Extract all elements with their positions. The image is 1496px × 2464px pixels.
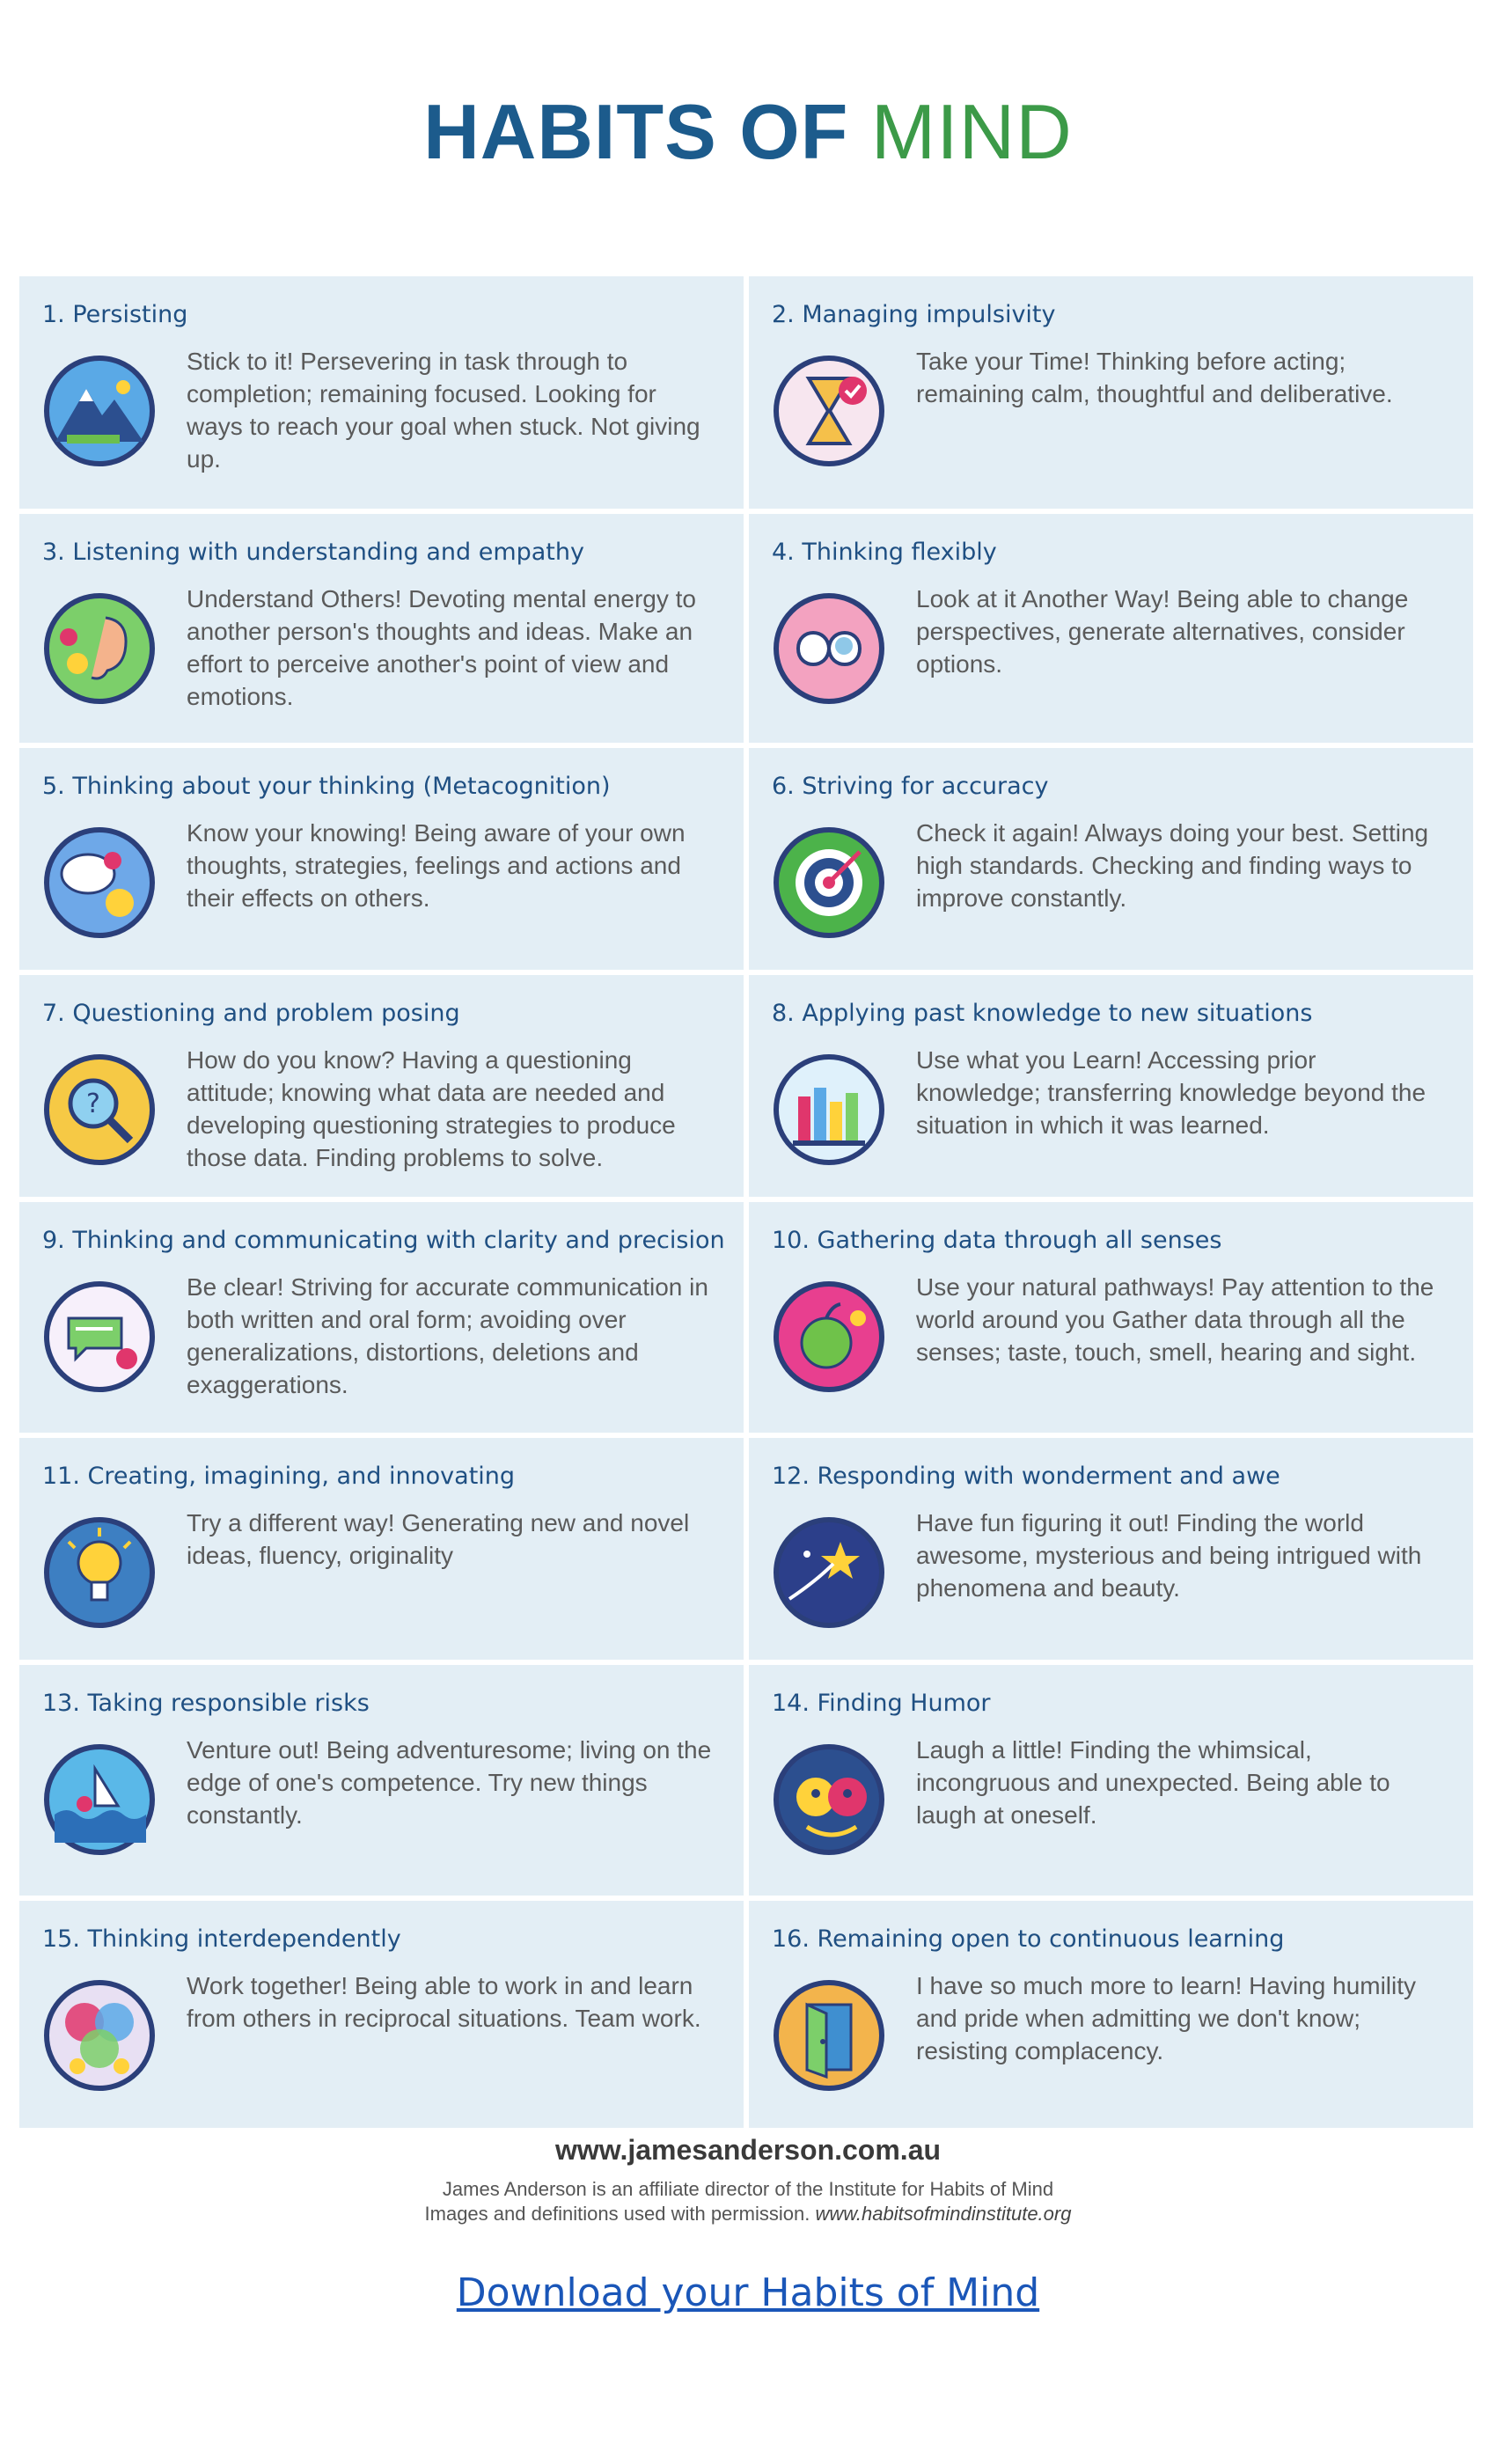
habit-card [749, 276, 1473, 509]
habit-card [19, 514, 744, 743]
infinity-icon [772, 591, 886, 706]
thought-bubble-icon [42, 825, 157, 940]
habit-card [19, 1665, 744, 1896]
speech-icon [42, 1280, 157, 1394]
habit-description: Be clear! Striving for accurate communication in both written and oral form; avoiding over generalizations, distortions, deletions and exaggerations. [187, 1273, 708, 1398]
habit-heading: 5. Thinking about your thinking (Metacognition) [42, 773, 611, 800]
habit-heading: 14. Finding Humor [772, 1690, 991, 1717]
habit-description: Use what you Learn! Accessing prior knowledge; transferring knowledge beyond the situation in which it was learned. [916, 1046, 1426, 1139]
ear-icon [42, 591, 157, 706]
habit-description: Have fun figuring it out! Finding the world awesome, mysterious and being intrigued with phenomena and beauty. [916, 1509, 1422, 1602]
habit-card [19, 1901, 744, 2128]
download-link[interactable]: Download your Habits of Mind [456, 2270, 1040, 2315]
shooting-star-icon [772, 1515, 886, 1630]
title-part-mind: MIND [870, 88, 1073, 175]
page-title [0, 88, 1496, 176]
habit-description: Laugh a little! Finding the whimsical, incongruous and unexpected. Being able to laugh at oneself. [916, 1736, 1390, 1829]
target-icon [772, 825, 886, 940]
habit-card [19, 975, 744, 1197]
habit-description: Venture out! Being adventuresome; living on the edge of one's competence. Try new things constantly. [187, 1736, 712, 1829]
habit-heading: 8. Applying past knowledge to new situations [772, 1000, 1313, 1027]
habit-card [19, 748, 744, 970]
habit-heading: 2. Managing impulsivity [772, 301, 1056, 328]
footer-institute-link: www.habitsofmindinstitute.org [815, 2203, 1072, 2225]
habit-card [19, 1202, 744, 1433]
footer-permission-note [0, 2203, 1496, 2226]
habit-heading: 1. Persisting [42, 301, 188, 328]
habit-card [749, 1665, 1473, 1896]
footer-permission-text: Images and definitions used with permission. [424, 2203, 810, 2225]
habit-heading: 4. Thinking flexibly [772, 539, 997, 566]
title-part-habits-of: HABITS OF [423, 88, 871, 175]
funny-face-icon [772, 1742, 886, 1857]
habit-description: Look at it Another Way! Being able to change perspectives, generate alternatives, consider options. [916, 585, 1409, 678]
habit-heading: 7. Questioning and problem posing [42, 1000, 460, 1027]
habit-card [749, 514, 1473, 743]
habit-card [749, 975, 1473, 1197]
footer-affiliate-note: James Anderson is an affiliate director of the Institute for Habits of Mind [442, 2178, 1054, 2200]
habit-heading: 6. Striving for accuracy [772, 773, 1049, 800]
download-section [0, 2270, 1496, 2315]
open-door-icon [772, 1978, 886, 2093]
habit-heading: 11. Creating, imagining, and innovating [42, 1463, 516, 1490]
habit-description: Try a different way! Generating new and novel ideas, fluency, originality [187, 1509, 690, 1569]
footer-website: www.jamesanderson.com.au [554, 2134, 942, 2166]
habit-heading: 15. Thinking interdependently [42, 1925, 401, 1953]
habit-card [19, 276, 744, 509]
habit-card [749, 748, 1473, 970]
habit-heading: 3. Listening with understanding and empathy [42, 539, 584, 566]
lightbulb-icon [42, 1515, 157, 1630]
apple-senses-icon [772, 1280, 886, 1394]
habit-heading: 13. Taking responsible risks [42, 1690, 370, 1717]
habit-card [749, 1901, 1473, 2128]
habit-description: Check it again! Always doing your best. Setting high standards. Checking and finding ways to improve constantly. [916, 819, 1429, 912]
habit-description: How do you know? Having a questioning attitude; knowing what data are needed and developing questioning strategies to produce those data. Finding problems to solve. [187, 1046, 676, 1171]
hourglass-icon [772, 354, 886, 468]
habit-description: Stick to it! Persevering in task through to completion; remaining focused. Looking for ways to reach your goal when stuck. Not giving up. [187, 348, 700, 473]
habit-description: I have so much more to learn! Having humility and pride when admitting we don't know; resisting complacency. [916, 1972, 1417, 2064]
habits-grid [19, 276, 1473, 2105]
svg-text:?: ? [86, 1089, 100, 1119]
habit-description: Know your knowing! Being aware of your own thoughts, strategies, feelings and actions and their effects on others. [187, 819, 686, 912]
mountain-icon [42, 354, 157, 468]
habit-description: Take your Time! Thinking before acting; remaining calm, thoughtful and deliberative. [916, 348, 1393, 407]
team-faces-icon [42, 1978, 157, 2093]
habit-card [749, 1438, 1473, 1660]
habit-heading: 9. Thinking and communicating with clarity and precision [42, 1227, 725, 1254]
habit-card [749, 1202, 1473, 1433]
habit-heading: 12. Responding with wonderment and awe [772, 1463, 1280, 1490]
habit-description: Use your natural pathways! Pay attention to the world around you Gather data through all the senses; taste, touch, smell, hearing and sight. [916, 1273, 1434, 1366]
magnifier-question-icon [42, 1052, 157, 1167]
habit-description: Work together! Being able to work in and learn from others in reciprocal situations. Team work. [187, 1972, 701, 2032]
habit-card [19, 1438, 744, 1660]
habit-description: Understand Others! Devoting mental energy to another person's thoughts and ideas. Make an effort to perceive another's point of view and emotions. [187, 585, 696, 710]
books-icon [772, 1052, 886, 1167]
habit-heading: 16. Remaining open to continuous learning [772, 1925, 1285, 1953]
habit-heading: 10. Gathering data through all senses [772, 1227, 1222, 1254]
wave-boat-icon [42, 1742, 157, 1857]
